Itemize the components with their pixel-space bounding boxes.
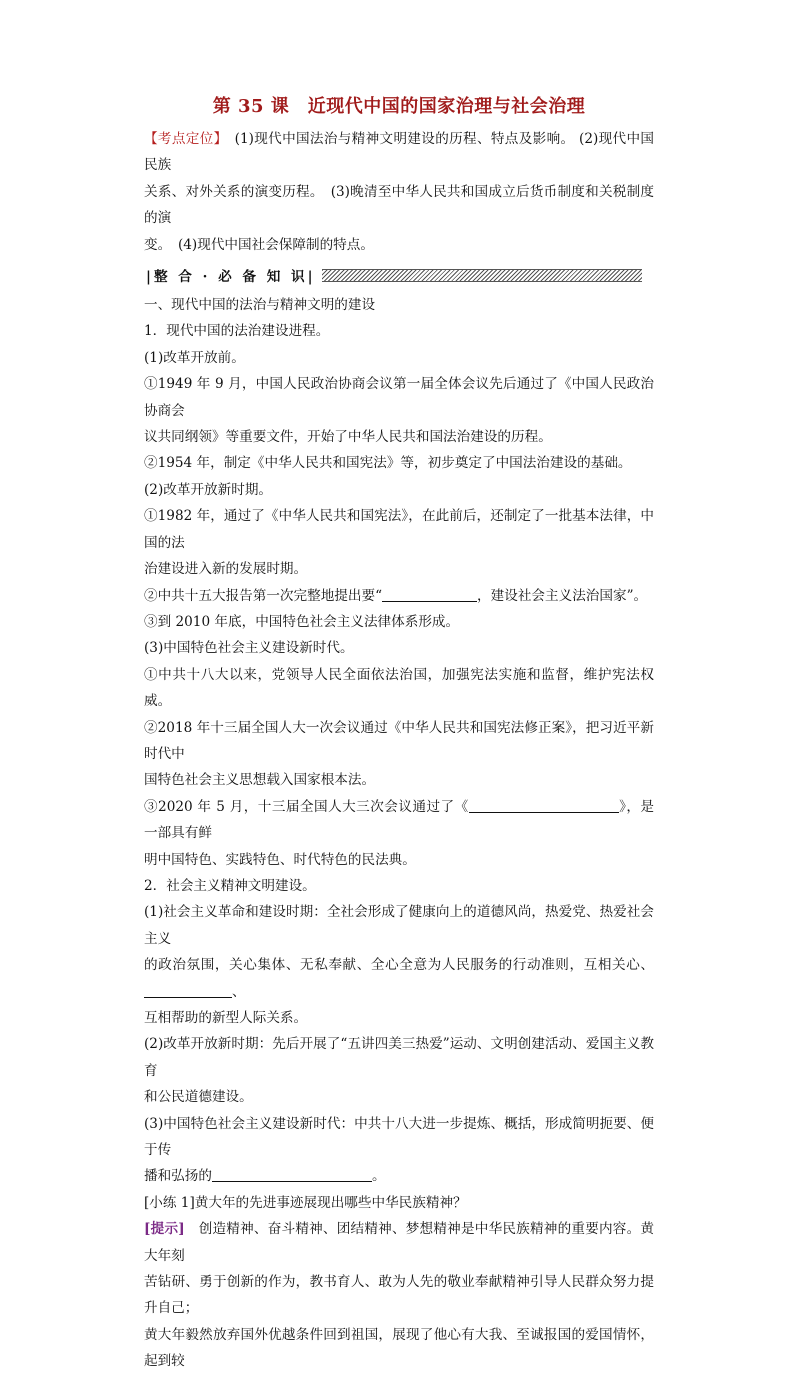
text-segment: ③2020 年 5 月，十三届全国人大三次会议通过了《: [144, 798, 469, 815]
hint-line-1: [144, 1216, 654, 1269]
text-segment: 播和弘扬的: [144, 1168, 212, 1185]
text-segment: ，建设社会主义法治国家”。: [477, 587, 648, 604]
exam-focus-text-1: (1)现代中国法治与精神文明建设的历程、特点及影响。 (2)现代中国民族: [144, 131, 654, 174]
subsection-2-title: 2．社会主义精神文明建设。: [144, 877, 316, 894]
text-segment: ②中共十五大报告第一次完整地提出要“: [144, 587, 383, 604]
period-1-heading: (1)改革开放前。: [144, 349, 245, 366]
civ-1-line-3: 互相帮助的新型人际关系。: [144, 1010, 308, 1026]
banner-hatch-bar: [322, 269, 642, 282]
lesson-title: 第 35 课 近现代中国的国家治理与社会治理: [212, 96, 586, 117]
period-3-item-3-line-2: 明中国特色、实践特色、时代特色的民法典。: [144, 851, 416, 868]
text-segment: 》，是一部具有鲜: [144, 798, 654, 842]
text-segment: 的政治氛围，关心集体、无私奉献、全心全意为人民服务的行动准则，互相关心、: [144, 957, 654, 974]
civ-2-line-1: (2)改革开放新时期：先后开展了“五讲四美三热爱”运动、文明创建活动、爱国主义教育: [144, 1036, 654, 1079]
period-2-item-1-line-2: 治建设进入新的发展时期。: [144, 561, 308, 578]
fill-in-blank[interactable]: [469, 797, 619, 813]
exam-focus-line-3: 变。 (4)现代中国社会保障制的特点。: [144, 236, 374, 253]
exam-focus-line-1: [144, 126, 654, 179]
period-1-item-2: ②1954 年，制定《中华人民共和国宪法》等，初步奠定了中国法治建设的基础。: [144, 455, 632, 472]
section-1-title: 一、现代中国的法治与精神文明的建设: [144, 297, 376, 314]
fill-in-blank[interactable]: [144, 982, 232, 998]
exam-focus-tag: 【考点定位】: [144, 131, 221, 147]
fill-in-blank[interactable]: [382, 586, 477, 602]
section-banner: [144, 264, 654, 286]
period-3-item-2-line-1: ②2018 年十三届全国人大一次会议通过《中华人民共和国宪法修正案》，把习近平新时代中: [144, 719, 654, 762]
hint-line-3: 黄大年毅然放弃国外优越条件回到祖国，展现了他心有大我、至诚报国的爱国情怀，起到较: [144, 1326, 654, 1370]
civ-1-line-2: [144, 952, 654, 1005]
civ-1-line-1: (1)社会主义革命和建设时期：全社会形成了健康向上的道德风尚，热爱党、热爱社会主义: [144, 904, 654, 947]
hint-line-2: 苦钻研、勇于创新的作为，教书育人、敢为人先的敬业奉献精神引导人民群众努力提升自己；: [144, 1274, 654, 1317]
subsection-1-title: 1．现代中国的法治建设进程。: [144, 323, 330, 340]
period-1-item-1-line-1: ①1949 年 9 月，中国人民政治协商会议第一届全体会议先后通过了《中国人民政治协商会: [144, 376, 654, 419]
period-3-item-3-line-1: [144, 794, 654, 847]
period-3-item-2-line-2: 国特色社会主义思想载入国家根本法。: [144, 772, 376, 789]
period-2-item-1-line-1: ①1982 年，通过了《中华人民共和国宪法》，在此前后，还制定了一批基本法律，中国的法: [144, 508, 654, 551]
text-segment: 。: [371, 1168, 386, 1185]
civ-3-line-1: (3)中国特色社会主义建设新时代：中共十八大进一步提炼、概括，形成简明扼要、便于传: [144, 1115, 654, 1159]
period-3-item-1: ①中共十八大以来，党领导人民全面依法治国，加强宪法实施和监督，维护宪法权威。: [144, 666, 654, 710]
practice-question: [小练 1]黄大年的先进事迹展现出哪些中华民族精神？: [144, 1194, 467, 1211]
period-3-heading: (3)中国特色社会主义建设新时代。: [144, 640, 354, 657]
text-segment: 创造精神、奋斗精神、团结精神、梦想精神是中华民族精神的重要内容。黄大年刻: [144, 1221, 654, 1264]
fill-in-blank[interactable]: [212, 1166, 372, 1182]
hint-tag: [提示]: [144, 1221, 185, 1238]
period-2-item-2: [144, 583, 654, 609]
period-2-heading: (2)改革开放新时期。: [144, 481, 273, 498]
document-page: [144, 92, 654, 1375]
text-segment: 、: [232, 983, 246, 1000]
civ-2-line-2: 和公民道德建设。: [144, 1089, 253, 1106]
period-1-item-1-line-2: 议共同纲领》等重要文件，开始了中华人民共和国法治建设的历程。: [144, 429, 552, 446]
period-2-item-3: ③到 2010 年底，中国特色社会主义法律体系形成。: [144, 613, 460, 630]
banner-label: |整 合 · 必 备 知 识|: [146, 269, 316, 286]
civ-3-line-2: [144, 1163, 654, 1189]
exam-focus-line-2: 关系、对外关系的演变历程。 (3)晚清至中华人民共和国成立后货币制度和关税制度的演: [144, 183, 654, 227]
